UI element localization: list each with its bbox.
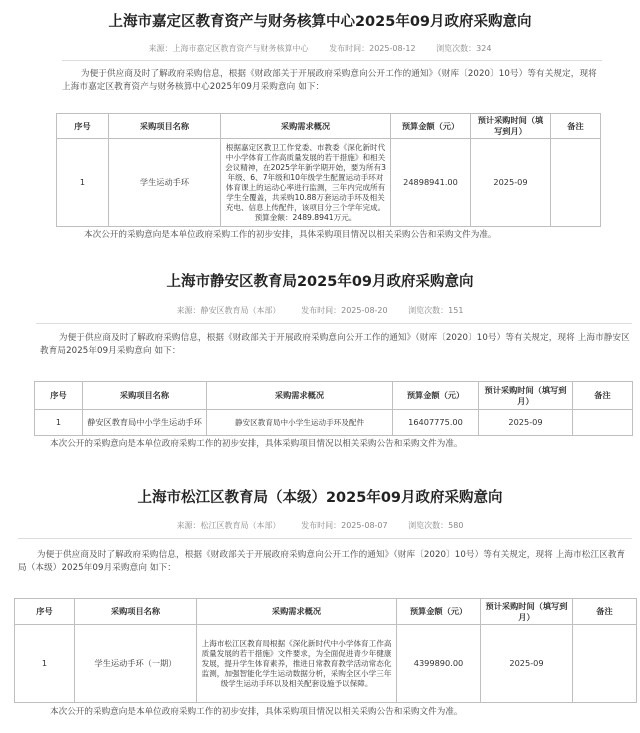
cell-time: 2025-09 [479,410,573,436]
col-header-name: 采购项目名称 [109,114,221,139]
col-header-name: 采购项目名称 [75,599,197,625]
col-header-desc: 采购需求概况 [221,114,391,139]
col-header-time: 预计采购时间（填写到月） [471,114,551,139]
meta-source: 来源：上海市嘉定区教育资产与财务核算中心 [148,44,309,53]
cell-budget: 24898941.00 [391,139,471,227]
divider [18,538,632,539]
intent-table-songjiang [14,598,637,703]
cell-desc: 上海市松江区教育局根据《深化新时代中小学体育工作高质量发展的若干措施》文件要求，为全面促进青少年健康发展，提升学生体育素养，推进日常教育教学活动常态化监测，加强智能化学生运动数据分析，采购全区小学三年级学生运动手环以及相关配套设施予以保障。 [197,625,397,703]
meta-source: 来源：松江区教育局（本部） [176,521,281,530]
cell-name: 学生运动手环 [109,139,221,227]
notice-title-songjiang: 上海市松江区教育局（本级）2025年09月政府采购意向 [137,490,503,506]
meta-published: 发布时间：2025-08-20 [301,306,388,315]
notice-meta-songjiang [0,520,640,531]
col-header-name: 采购项目名称 [83,382,207,410]
notice-intro-songjiang: 为便于供应商及时了解政府采购信息，根据《财政部关于开展政府采购意向公开工作的通知》（财库〔2020〕10号）等有关规定，现将 上海市松江区教育局（本级）2025年09月采购意向 如下： [18,550,626,573]
divider [36,323,632,324]
divider [62,60,602,61]
table-row [57,139,601,227]
col-header-desc: 采购需求概况 [207,382,393,410]
col-header-time: 预计采购时间（填写到月） [479,382,573,410]
notice-footer-jingan: 本次公开的采购意向是本单位政府采购工作的初步安排，具体采购项目情况以相关采购公告和采购文件为准。 [50,439,463,449]
meta-views: 浏览次数：324 [436,44,492,53]
col-header-no: 序号 [15,599,75,625]
notice-title-jingan: 上海市静安区教育局2025年09月政府采购意向 [166,274,474,290]
notice-intro-jiading: 为便于供应商及时了解政府采购信息，根据《财政部关于开展政府采购意向公开工作的通知》（财库〔2020〕10号）等有关规定，现将 上海市嘉定区教育资产与财务核算中心2025年09月采购意向 如下： [62,69,597,92]
col-header-remark: 备注 [573,599,637,625]
meta-published: 发布时间：2025-08-12 [329,44,416,53]
meta-views: 浏览次数：580 [408,521,464,530]
cell-remark [551,139,601,227]
notice-intro-jingan: 为便于供应商及时了解政府采购信息，根据《财政部关于开展政府采购意向公开工作的通知》（财库〔2020〕10号）等有关规定，现将 上海市静安区教育局2025年09月采购意向 如下： [40,333,630,356]
cell-desc: 静安区教育局中小学生运动手环及配件 [207,410,393,436]
col-header-budget: 预算金额（元） [393,382,479,410]
table-row [15,625,637,703]
notice-title-jiading: 上海市嘉定区教育资产与财务核算中心2025年09月政府采购意向 [108,14,532,30]
cell-no: 1 [15,625,75,703]
col-header-budget: 预算金额（元） [397,599,481,625]
col-header-remark: 备注 [573,382,633,410]
meta-source: 来源：静安区教育局（本部） [176,306,281,315]
col-header-no: 序号 [35,382,83,410]
notice-footer-jiading: 本次公开的采购意向是本单位政府采购工作的初步安排，具体采购项目情况以相关采购公告和采购文件为准。 [84,230,497,240]
notice-meta-jiading [0,43,640,54]
intent-table-jingan [34,381,633,436]
cell-budget: 16407775.00 [393,410,479,436]
cell-no: 1 [35,410,83,436]
cell-budget: 4399890.00 [397,625,481,703]
cell-desc: 根据嘉定区教卫工作党委、市教委《深化新时代中小学体育工作高质量发展的若干措施》和相关会议精神，在2025学年新学期开始，要为所有3年级、6、7年级和10年级学生配置运动手环对体育课上的运动心率进行监测，三年内完成所有学生全覆盖，共采购10.88万套运动手环及相关充电、信息上传配件，该项目分三个学年完成。预算金额：2489.8941万元。 [221,139,391,227]
cell-no: 1 [57,139,109,227]
cell-time: 2025-09 [481,625,573,703]
cell-name: 学生运动手环（一期） [75,625,197,703]
meta-published: 发布时间：2025-08-07 [301,521,388,530]
table-row [35,410,633,436]
meta-views: 浏览次数：151 [408,306,464,315]
col-header-desc: 采购需求概况 [197,599,397,625]
cell-remark [573,625,637,703]
col-header-no: 序号 [57,114,109,139]
cell-name: 静安区教育局中小学生运动手环 [83,410,207,436]
cell-remark [573,410,633,436]
intent-table-jiading [56,113,601,227]
col-header-time: 预计采购时间（填写到月） [481,599,573,625]
notice-footer-songjiang: 本次公开的采购意向是本单位政府采购工作的初步安排，具体采购项目情况以相关采购公告和采购文件为准。 [50,707,463,717]
cell-time: 2025-09 [471,139,551,227]
col-header-budget: 预算金额（元） [391,114,471,139]
notice-meta-jingan [0,305,640,316]
col-header-remark: 备注 [551,114,601,139]
